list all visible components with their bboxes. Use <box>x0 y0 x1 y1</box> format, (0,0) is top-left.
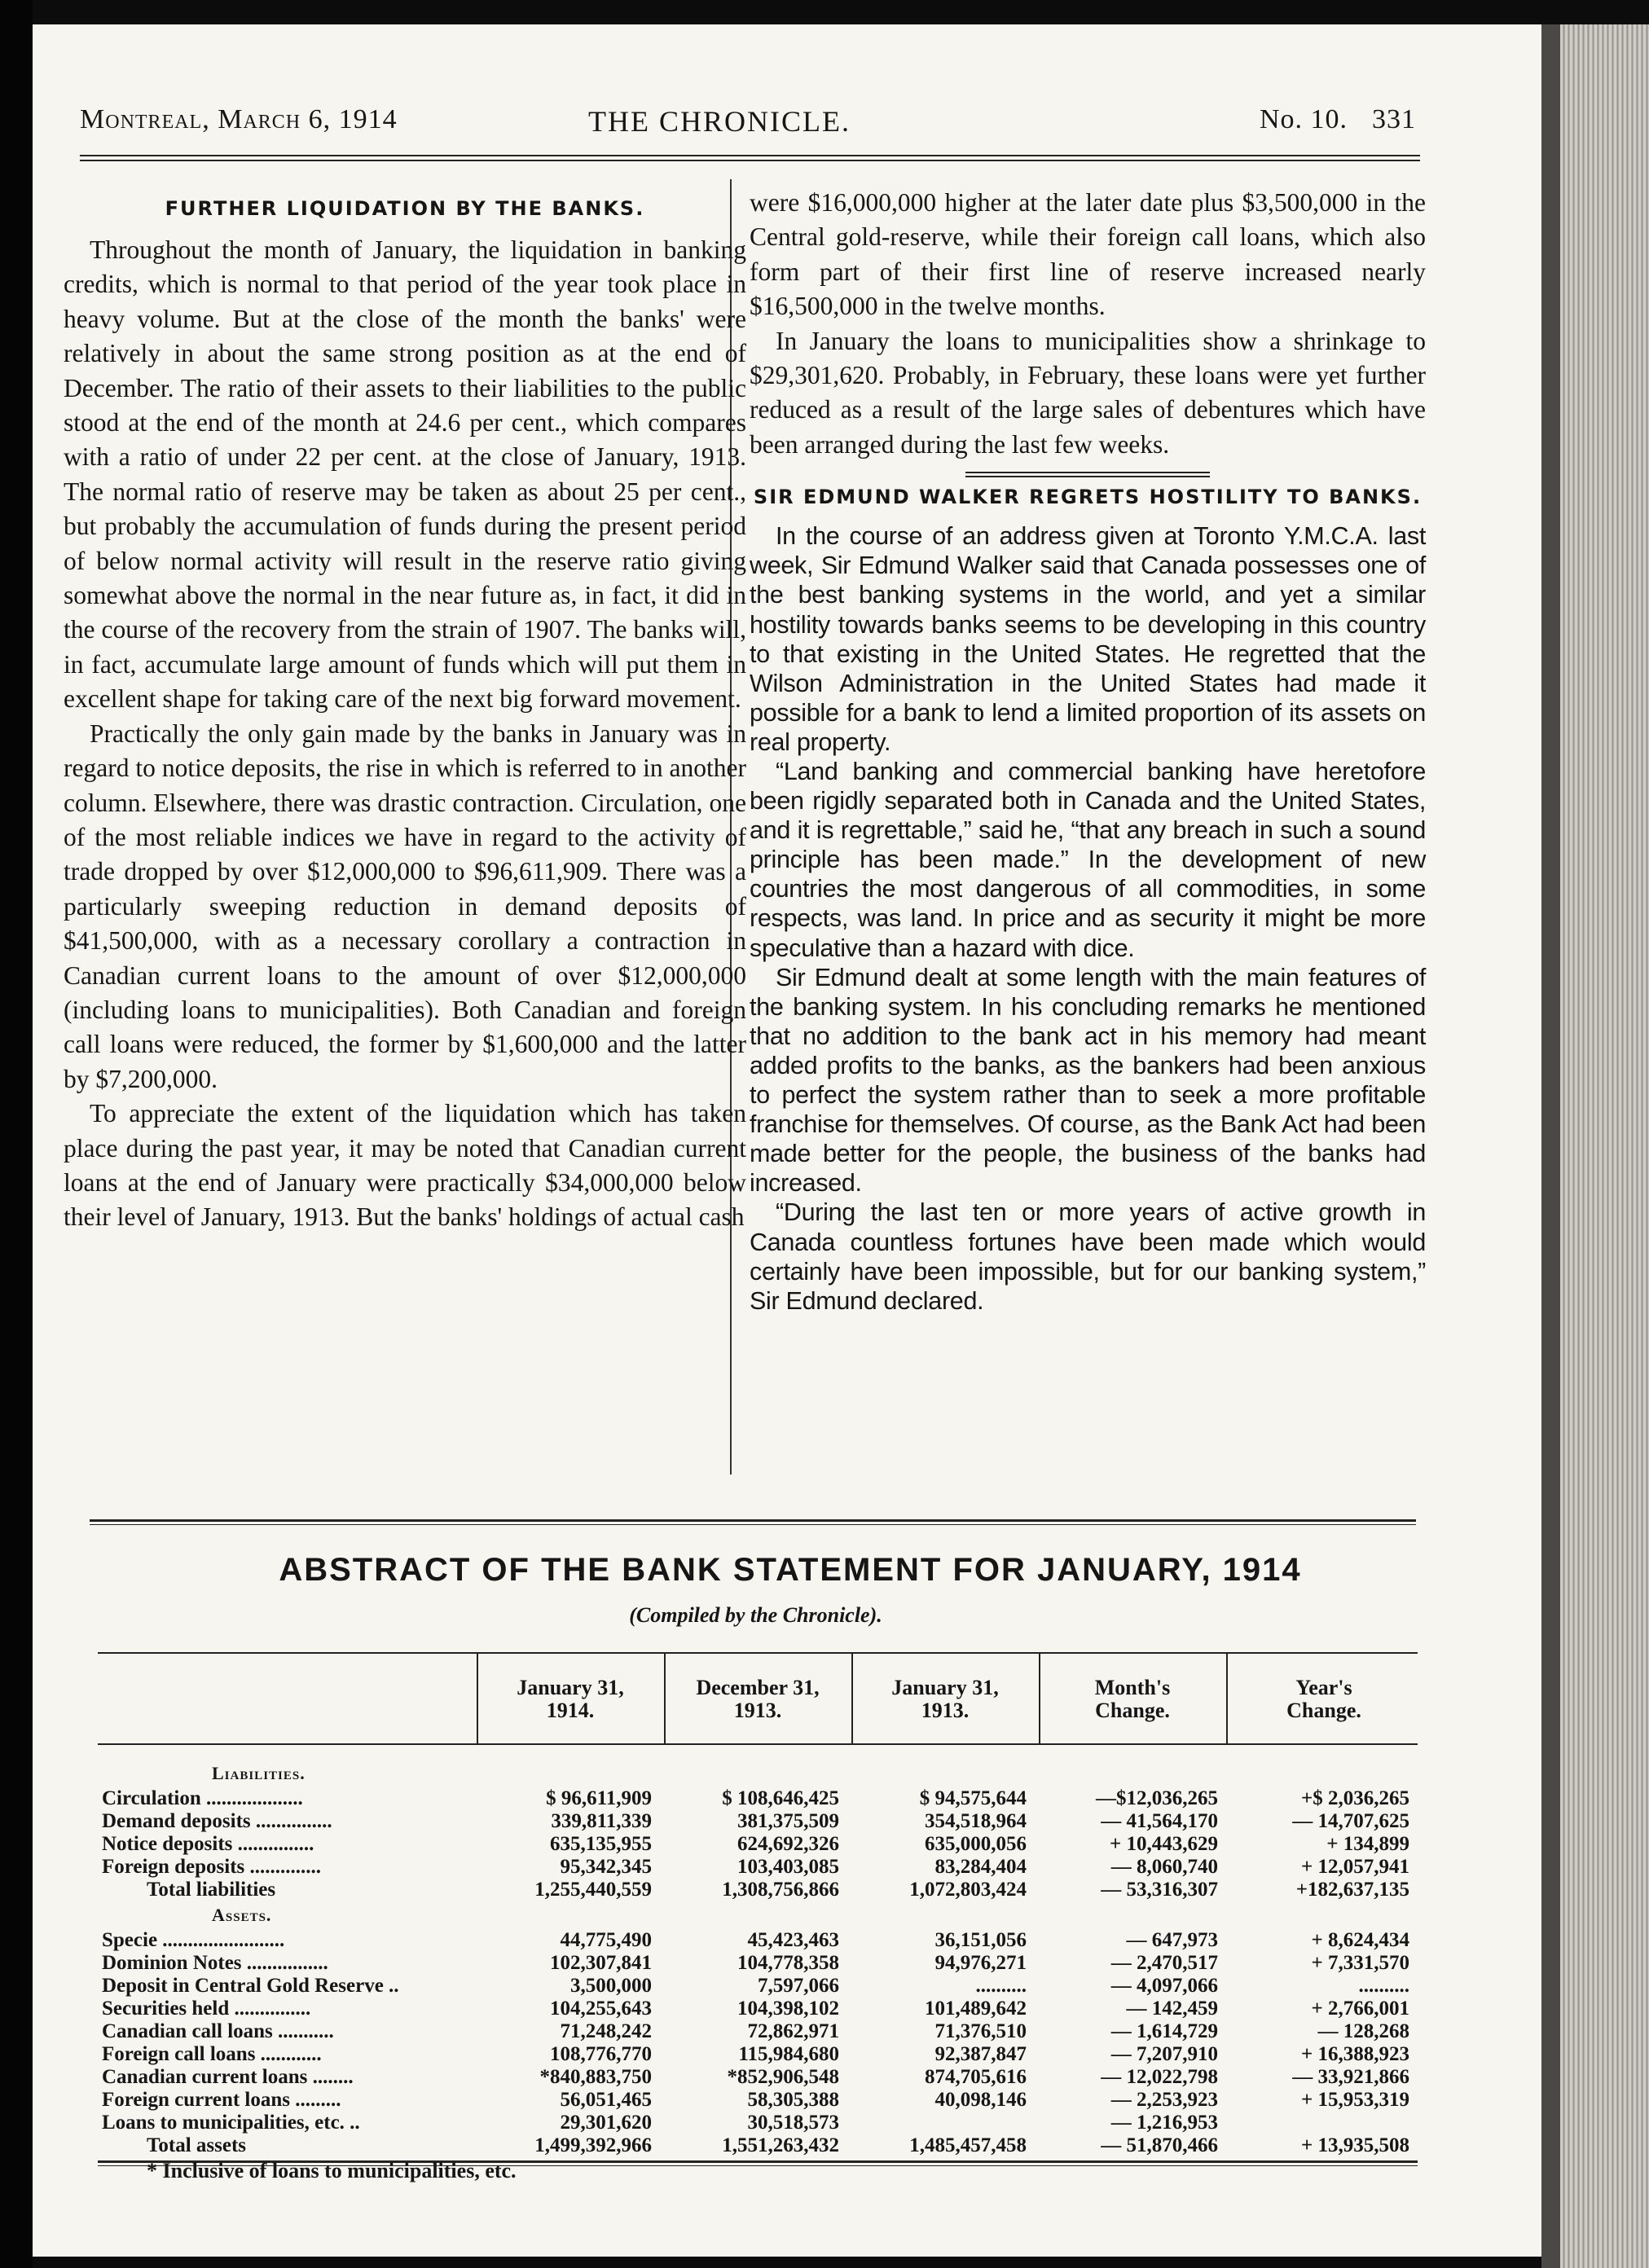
column-header-line: January 31, <box>517 1676 624 1699</box>
cell-year: + 12,057,941 <box>1301 1856 1409 1878</box>
cell-year: — 128,268 <box>1317 2020 1409 2042</box>
cell-jan1914: *840,883,750 <box>539 2066 652 2088</box>
row-label: Specie ........................ <box>102 1929 285 1951</box>
row-label: Foreign deposits .............. <box>102 1856 321 1878</box>
article-paragraph: Sir Edmund dealt at some length with the main features of the banking system. In his concluding remarks he mentioned that no addition to the bank act in his memory had meant added profits to the banks, as the bankers had been anxious to perfect the system rather than to seek a more profitable franchise for themselves. Of course, as the Bank Act had been made better for the people, the business of the banks had increased. <box>750 963 1426 1198</box>
cell-jan1913: 1,485,457,458 <box>909 2134 1027 2156</box>
cell-year: — 33,921,866 <box>1292 2066 1409 2088</box>
cell-month: — 4,097,066 <box>1110 1975 1218 1997</box>
row-label: Notice deposits ............... <box>102 1833 314 1855</box>
cell-jan1914: 44,775,490 <box>560 1929 652 1951</box>
column-header-line: Change. <box>1286 1699 1361 1722</box>
abstract-title: ABSTRACT OF THE BANK STATEMENT FOR JANUARY, 1914 <box>279 1552 1302 1588</box>
column-header-line: January 31, <box>891 1676 999 1699</box>
cell-month: — 51,870,466 <box>1101 2134 1218 2156</box>
cell-year: + 13,935,508 <box>1301 2134 1409 2156</box>
row-label: Foreign current loans ......... <box>102 2089 341 2111</box>
table-row <box>98 2089 1418 2112</box>
cell-month: — 7,207,910 <box>1110 2043 1218 2065</box>
table-row <box>98 2066 1418 2089</box>
column-rule <box>851 1654 853 1743</box>
cell-month: —$12,036,265 <box>1096 1787 1218 1809</box>
table-row <box>98 1929 1418 1952</box>
row-label: Deposit in Central Gold Reserve .. <box>102 1975 399 1997</box>
row-label: Total liabilities <box>147 1879 276 1901</box>
book-page-edges <box>1560 24 1649 2268</box>
cell-jan1913: 94,976,271 <box>934 1952 1027 1974</box>
cell-month: — 12,022,798 <box>1101 2066 1218 2088</box>
cell-jan1913: 83,284,404 <box>934 1856 1027 1878</box>
cell-dec1913: 45,423,463 <box>747 1929 839 1951</box>
header-rule <box>80 155 1420 161</box>
cell-jan1914: 56,051,465 <box>560 2089 652 2111</box>
cell-dec1913: *852,906,548 <box>727 2066 839 2088</box>
cell-dec1913: 58,305,388 <box>747 2089 839 2111</box>
cell-month: — 647,973 <box>1126 1929 1218 1951</box>
column-header-line: Change. <box>1095 1699 1170 1722</box>
assets-rows <box>98 1929 1418 2157</box>
cell-year: + 7,331,570 <box>1311 1952 1409 1974</box>
cell-jan1913: 40,098,146 <box>934 2089 1027 2111</box>
column-rule <box>664 1654 666 1743</box>
table-spacer <box>98 1745 1418 1760</box>
cell-year: +182,637,135 <box>1295 1879 1409 1901</box>
cell-month: — 142,459 <box>1126 1998 1218 2020</box>
cell-jan1914: 1,255,440,559 <box>534 1879 652 1901</box>
column-rule <box>477 1654 478 1743</box>
cell-dec1913: 1,551,263,432 <box>722 2134 839 2156</box>
cell-jan1913: 71,376,510 <box>934 2020 1027 2042</box>
table-row <box>98 1952 1418 1975</box>
header-issue-number: No. 10. <box>1259 104 1348 134</box>
article-heading-liquidation: FURTHER LIQUIDATION BY THE BANKS. <box>165 197 645 220</box>
cell-month: — 53,316,307 <box>1101 1879 1218 1901</box>
header-page-number: 331 <box>1372 104 1416 134</box>
cell-jan1914: 1,499,392,966 <box>534 2134 652 2156</box>
row-label: Loans to municipalities, etc. .. <box>102 2112 360 2134</box>
cell-dec1913: 1,308,756,866 <box>722 1879 839 1901</box>
cell-month: — 1,614,729 <box>1110 2020 1218 2042</box>
cell-jan1913: 101,489,642 <box>925 1998 1027 2020</box>
cell-jan1914: 3,500,000 <box>570 1975 652 1997</box>
row-label: Canadian current loans ........ <box>102 2066 354 2088</box>
cell-jan1913: $ 94,575,644 <box>919 1787 1027 1809</box>
row-label: Total assets <box>147 2134 247 2156</box>
cell-jan1913: 874,705,616 <box>925 2066 1027 2088</box>
cell-year: + 8,624,434 <box>1311 1929 1409 1951</box>
cell-dec1913: 115,984,680 <box>738 2043 839 2065</box>
column-header-line: 1913. <box>921 1699 970 1722</box>
article-paragraph: “During the last ten or more years of active growth in Canada countless fortunes have been made which would certainly have been impossible, but for our banking system,” Sir Edmund declared. <box>750 1198 1426 1315</box>
column-header-year-change <box>1230 1677 1418 1722</box>
cell-dec1913: 7,597,066 <box>758 1975 839 1997</box>
article-paragraph: In the course of an address given at Toronto Y.M.C.A. last week, Sir Edmund Walker said that Canada possesses one of the best banking systems in the world, and yet a similar hostility towards banks seems to be developing in this country to that existing in the United States. He regretted that the Wilson Administration in the United States had made it possible for a bank to lend a limited proportion of its assets on real property. <box>750 522 1426 756</box>
running-head <box>80 104 1416 145</box>
cell-year: .......... <box>1358 1975 1409 1997</box>
cell-month: — 1,216,953 <box>1110 2112 1218 2134</box>
section-label-text: Assets. <box>212 1905 272 1925</box>
cell-year: +$ 2,036,265 <box>1301 1787 1409 1809</box>
cell-dec1913: 104,398,102 <box>737 1998 839 2020</box>
row-label: Circulation ................... <box>102 1787 303 1809</box>
row-label: Demand deposits ............... <box>102 1810 332 1832</box>
table-row <box>98 1833 1418 1856</box>
right-column <box>750 186 1426 1316</box>
cell-month: + 10,443,629 <box>1110 1833 1218 1855</box>
cell-year: + 2,766,001 <box>1311 1998 1409 2020</box>
column-header-dec-1913 <box>668 1677 847 1722</box>
section-rule <box>90 1519 1416 1525</box>
scan-left-border <box>0 0 33 2268</box>
cell-year: + 16,388,923 <box>1301 2043 1409 2065</box>
cell-jan1914: 104,255,643 <box>550 1998 652 2020</box>
column-header-line: Month's <box>1094 1676 1171 1699</box>
cell-jan1913: 92,387,847 <box>934 2043 1027 2065</box>
cell-jan1913: 635,000,056 <box>925 1833 1027 1855</box>
header-publication-title: THE CHRONICLE. <box>588 105 851 138</box>
cell-jan1913: .......... <box>975 1975 1027 1997</box>
cell-jan1914: 635,135,955 <box>550 1833 652 1855</box>
cell-jan1914: $ 96,611,909 <box>546 1787 652 1809</box>
table-row <box>98 2134 1418 2157</box>
cell-jan1914: 29,301,620 <box>560 2112 652 2134</box>
article-paragraph: To appreciate the extent of the liquidation which has taken place during the past year, it may be noted that Canadian current loans at the end of January were practically $34,000,000 below their level of January, 1913. But the banks' holdings of actual cash <box>64 1099 746 1232</box>
cell-jan1913: 354,518,964 <box>925 1810 1027 1832</box>
row-label: Foreign call loans ............ <box>102 2043 322 2065</box>
cell-jan1914: 102,307,841 <box>550 1952 652 1974</box>
column-header-jan-1914 <box>481 1677 660 1722</box>
cell-month: — 41,564,170 <box>1101 1810 1218 1832</box>
row-label: Dominion Notes ................ <box>102 1952 328 1974</box>
article-paragraph: Throughout the month of January, the liquidation in banking credits, which is normal to that period of the year took place in heavy volume. But at the close of the month the banks' were relatively in about the same strong position as at the end of December. The ratio of their assets to their liabilities to the public stood at the end of the month at 24.6 per cent., which compares with a ratio of under 22 per cent. at the close of January, 1913. The normal ratio of reserve may be taken as about 25 per cent., but probably the accumulation of funds during the present period of below normal activity will result in the reserve ratio giving somewhat above the normal in the near future as, in fact, it did in the course of the recovery from the strain of 1907. The banks will, in fact, accumulate large amount of funds which will put them in excellent shape for taking care of the next big forward movement. <box>64 235 746 714</box>
header-issue-page <box>1260 104 1416 135</box>
header-dateline: Montreal, March 6, 1914 <box>80 104 398 134</box>
cell-dec1913: 30,518,573 <box>747 2112 839 2134</box>
column-header-month-change <box>1043 1677 1222 1722</box>
row-label: Canadian call loans ........... <box>102 2020 334 2042</box>
cell-jan1914: 108,776,770 <box>550 2043 652 2065</box>
article-separator <box>965 472 1210 477</box>
row-label: Securities held ............... <box>102 1998 311 2020</box>
liabilities-rows <box>98 1787 1418 1901</box>
table-header <box>98 1652 1418 1745</box>
table-row <box>98 1879 1418 1901</box>
cell-year: — 14,707,625 <box>1292 1810 1409 1832</box>
cell-dec1913: $ 108,646,425 <box>722 1787 839 1809</box>
cell-dec1913: 104,778,358 <box>737 1952 839 1974</box>
cell-jan1913: 36,151,056 <box>934 1929 1027 1951</box>
cell-month: — 2,470,517 <box>1110 1952 1218 1974</box>
column-header-jan-1913 <box>855 1677 1035 1722</box>
cell-dec1913: 381,375,509 <box>737 1810 839 1832</box>
cell-dec1913: 103,403,085 <box>737 1856 839 1878</box>
article-paragraph: In January the loans to municipalities show a shrinkage to $29,301,620. Probably, in February, these loans were yet further reduced as a result of the large sales of debentures which have been arranged during the last few weeks. <box>750 326 1426 459</box>
cell-year: + 134,899 <box>1326 1833 1409 1855</box>
abstract-subtitle: (Compiled by the Chronicle). <box>629 1603 882 1627</box>
table-row <box>98 2043 1418 2066</box>
column-rule <box>1226 1654 1228 1743</box>
column-header-line: Year's <box>1295 1676 1352 1699</box>
cell-jan1914: 95,342,345 <box>560 1856 652 1878</box>
column-header-line: 1914. <box>546 1699 595 1722</box>
section-label-assets <box>98 1901 1418 1929</box>
article-paragraph: “Land banking and commercial banking have heretofore been rigidly separated both in Canada and the United States, and it is regrettable,” said he, “that any breach in such a sound principle has been made.” In the development of new countries the most dangerous of all commodities, in some respects, was land. In price and as security it might be more speculative than a hazard with dice. <box>750 758 1426 962</box>
article-paragraph: Practically the only gain made by the banks in January was in regard to notice deposits, the rise in which is referred to in another column. Elsewhere, there was drastic contraction. Circulation, one of the most reliable indices we have in regard to the activity of trade dropped by over $12,000,000 to $96,611,909. There was a particularly sweeping reduction in demand deposits of $41,500,000, with as a necessary corollary a contraction in Canadian current loans to the amount of over $12,000,000 (including loans to municipalities). Both Canadian and foreign call loans were reduced, the former by $1,600,000 and the latter by $7,200,000. <box>64 719 746 1093</box>
table-row <box>98 1810 1418 1833</box>
cell-jan1913: 1,072,803,424 <box>909 1879 1027 1901</box>
cell-jan1914: 339,811,339 <box>551 1810 652 1832</box>
table-row <box>98 2112 1418 2134</box>
table-row <box>98 1787 1418 1810</box>
column-rule <box>1039 1654 1040 1743</box>
column-header-line: December 31, <box>696 1676 820 1699</box>
bank-statement-table <box>98 1652 1418 2166</box>
section-label-liabilities <box>98 1760 1418 1787</box>
table-row <box>98 2020 1418 2043</box>
section-label-text: Liabilities. <box>212 1763 306 1783</box>
cell-jan1914: 71,248,242 <box>560 2020 652 2042</box>
cell-year: + 15,953,319 <box>1301 2089 1409 2111</box>
cell-month: — 8,060,740 <box>1110 1856 1218 1878</box>
cell-month: — 2,253,923 <box>1110 2089 1218 2111</box>
table-row <box>98 1975 1418 1998</box>
cell-dec1913: 624,692,326 <box>737 1833 839 1855</box>
article-continuation: were $16,000,000 higher at the later date plus $3,500,000 in the Central gold-reserve, while their foreign call loans, which also form part of their first line of reserve increased nearly $16,500,000 in the twelve months. <box>750 188 1426 321</box>
table-footnote: * Inclusive of loans to municipalities, etc. <box>147 2159 517 2182</box>
walker-article-body <box>750 521 1426 1316</box>
table-row <box>98 1998 1418 2020</box>
column-header-line: 1913. <box>733 1699 782 1722</box>
cell-dec1913: 72,862,971 <box>747 2020 839 2042</box>
table-row <box>98 1856 1418 1879</box>
left-column <box>64 189 746 1235</box>
article-heading-walker: SIR EDMUND WALKER REGRETS HOSTILITY TO BANKS. <box>753 486 1423 509</box>
